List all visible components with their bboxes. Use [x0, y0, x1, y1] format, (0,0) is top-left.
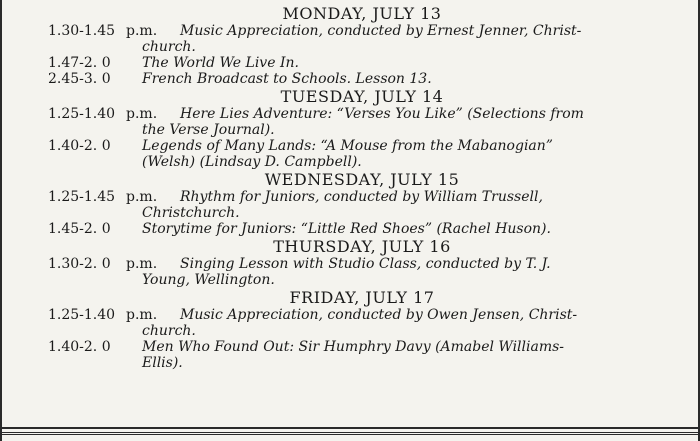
description-line: The World We Live In.	[142, 55, 299, 71]
description-line: (Welsh) (Lindsay D. Campbell).	[142, 154, 362, 170]
programme-time: 1.30-2. 0	[48, 256, 111, 272]
programme-description	[142, 138, 662, 170]
programme-entry	[2, 256, 700, 288]
programme-description	[142, 256, 662, 288]
programme-description	[142, 55, 662, 71]
programme-entry	[2, 307, 700, 339]
programme-description	[142, 339, 662, 371]
programme-pm-marker: p.m.	[126, 23, 158, 39]
day-heading: TUESDAY, JULY 14	[280, 87, 444, 106]
bottom-rule	[2, 427, 698, 429]
description-line: Rhythm for Juniors, conducted by William Trussell,	[180, 189, 543, 205]
description-line: French Broadcast to Schools. Lesson 13.	[142, 71, 432, 87]
day-heading: THURSDAY, JULY 16	[273, 237, 451, 256]
programme-description	[142, 71, 662, 87]
description-line: Music Appreciation, conducted by Ernest Jenner, Christ-	[180, 23, 582, 39]
programme-pm-marker: p.m.	[126, 307, 158, 323]
programme-pm-marker: p.m.	[126, 189, 158, 205]
programme-time: 1.25-1.45	[48, 189, 116, 205]
day-heading: WEDNESDAY, JULY 15	[264, 170, 460, 189]
programme-pm-marker: p.m.	[126, 106, 158, 122]
description-line: Ellis).	[142, 355, 183, 371]
description-line: Christchurch.	[142, 205, 240, 221]
programme-entry	[2, 23, 700, 55]
programme-description	[142, 221, 662, 237]
day-heading: FRIDAY, JULY 17	[289, 288, 435, 307]
bottom-double-rule	[2, 432, 698, 435]
programme-entry	[2, 138, 700, 170]
description-line: Here Lies Adventure: “Verses You Like” (Selections from	[180, 106, 584, 122]
programme-entry	[2, 55, 700, 71]
programme-description	[142, 23, 662, 55]
programme-description	[142, 189, 662, 221]
programme-entry	[2, 71, 700, 87]
description-line: Music Appreciation, conducted by Owen Jensen, Christ-	[180, 307, 578, 323]
programme-description	[142, 307, 662, 339]
programme-entry	[2, 339, 700, 371]
schedule-content	[2, 4, 700, 371]
programme-entry	[2, 106, 700, 138]
programme-time: 1.40-2. 0	[48, 138, 111, 154]
programme-entry	[2, 221, 700, 237]
programme-time: 1.25-1.40	[48, 307, 116, 323]
description-line: Men Who Found Out: Sir Humphry Davy (Amabel Williams-	[142, 339, 565, 355]
description-line: church.	[142, 323, 196, 339]
description-line: church.	[142, 39, 196, 55]
programme-time: 1.45-2. 0	[48, 221, 111, 237]
programme-time: 1.25-1.40	[48, 106, 116, 122]
description-line: the Verse Journal).	[142, 122, 275, 138]
description-line: Young, Wellington.	[142, 272, 275, 288]
programme-time: 1.40-2. 0	[48, 339, 111, 355]
description-line: Storytime for Juniors: “Little Red Shoes” (Rachel Huson).	[142, 221, 551, 237]
programme-time: 2.45-3. 0	[48, 71, 111, 87]
programme-time: 1.47-2. 0	[48, 55, 111, 71]
programme-time: 1.30-1.45	[48, 23, 116, 39]
programme-description	[142, 106, 662, 138]
programme-entry	[2, 189, 700, 221]
description-line: Legends of Many Lands: “A Mouse from the Mabanogian”	[142, 138, 553, 154]
description-line: Singing Lesson with Studio Class, conducted by T. J.	[180, 256, 551, 272]
day-heading: MONDAY, JULY 13	[282, 4, 442, 23]
programme-pm-marker: p.m.	[126, 256, 158, 272]
